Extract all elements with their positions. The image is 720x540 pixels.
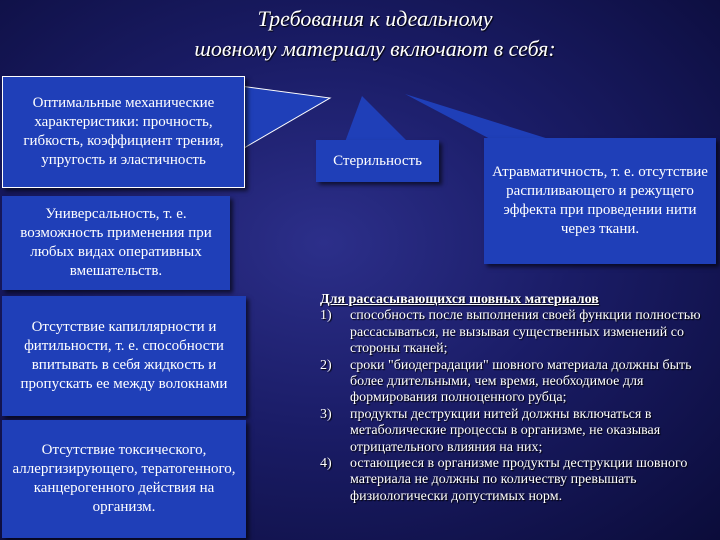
toxicity-text: Отсутствие токсического, аллергизирующего, тератогенного, канцерогенного действия на организм. — [12, 442, 236, 515]
requirement-item — [320, 308, 716, 357]
sterility-callout-pointer — [345, 96, 408, 142]
requirement-number: 2) — [320, 357, 332, 373]
requirement-item — [320, 456, 716, 505]
atraumatic-callout-pointer — [405, 94, 552, 140]
capillarity-box — [2, 296, 246, 416]
absorbable-heading: Для рассасывающихся шовных материалов — [320, 292, 599, 307]
requirement-item — [320, 358, 716, 407]
toxicity-box — [2, 420, 246, 538]
requirement-number: 4) — [320, 456, 332, 472]
title-line-1: Требования к идеальному — [257, 6, 493, 31]
mechanical-callout-pointer — [240, 86, 330, 148]
absorbable-materials-section — [320, 292, 716, 505]
universality-box — [2, 196, 230, 290]
atraumatic-box — [484, 138, 716, 264]
atraumatic-text: Атравматичность, т. е. отсутствие распиливающего и режущего эффекта при проведении нити через ткани. — [492, 164, 708, 237]
requirement-text: способность после выполнения своей функции полностью рассасываться, не вызывая существенных изменений со стороны тканей; — [350, 308, 701, 357]
requirement-text: продукты деструкции нитей должны включаться в метаболические процессы в организме, не оказывая отрицательного влияния на них; — [350, 406, 661, 455]
requirement-number: 1) — [320, 308, 332, 324]
requirement-text: остающиеся в организме продукты деструкции шовного материала не должны по количеству превышать физиологически допустимых норм. — [350, 456, 688, 504]
title-line-2: шовному материалу включают в себя: — [194, 36, 556, 61]
capillarity-text: Отсутствие капиллярности и фитильности, т. е. способности впитывать в себя жидкость и пропускать ее между волокнами — [20, 319, 228, 392]
sterility-text: Стерильность — [333, 152, 422, 169]
requirement-number: 3) — [320, 406, 332, 422]
mechanical-properties-box — [2, 76, 245, 188]
requirement-item — [320, 407, 716, 456]
universality-text: Универсальность, т. е. возможность применения при любых видах оперативных вмешательств. — [20, 206, 212, 279]
sterility-box — [316, 140, 439, 182]
requirement-text: сроки "биодеградации" шовного материала должны быть более длительными, чем время, необходимое для формирования полноценного рубца; — [350, 357, 692, 406]
mechanical-properties-text: Оптимальные механические характеристики: прочность, гибкость, коэффициент трения, упругость и эластичность — [23, 95, 224, 168]
